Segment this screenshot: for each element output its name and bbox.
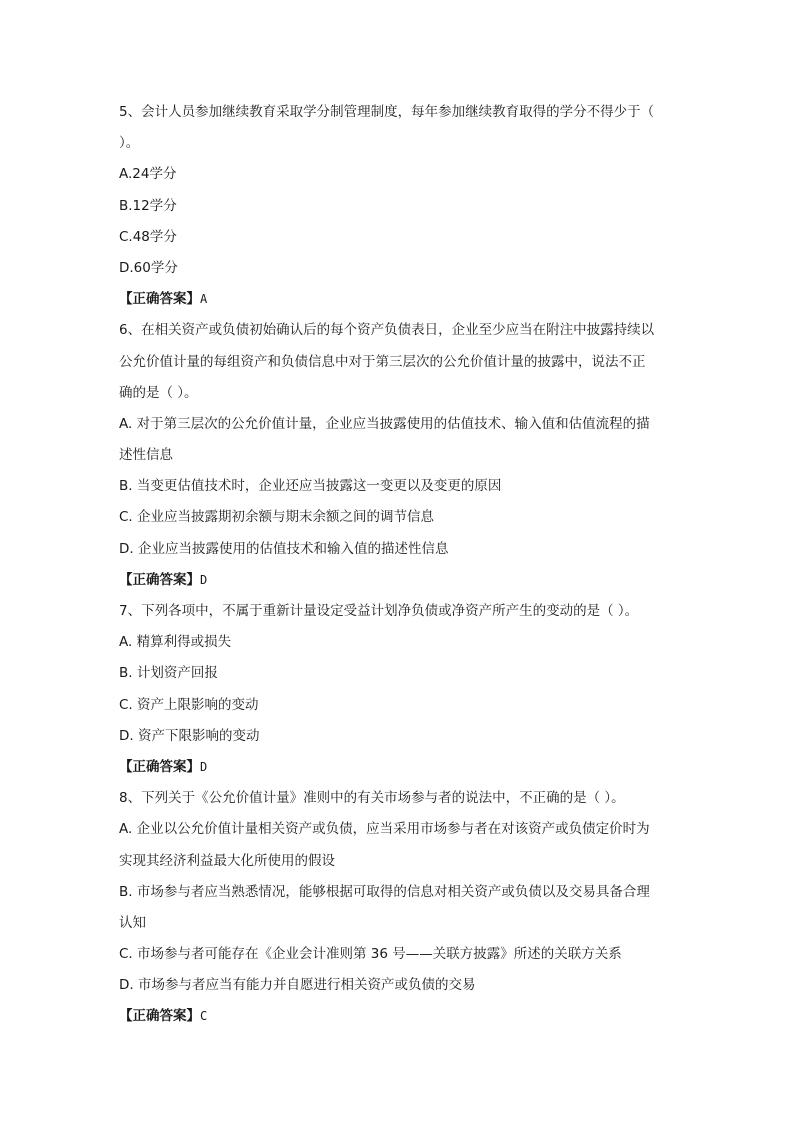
- answer-label: 【正确答案】: [119, 758, 200, 775]
- option-a: A. 对于第三层次的公允价值计量，企业应当披露使用的估值技术、输入值和估值流程的描: [119, 415, 650, 432]
- correct-answer: [119, 752, 679, 783]
- answer-value: C: [200, 1009, 208, 1024]
- option-b: B. 市场参与者应当熟悉情况，能够根据可取得的信息对相关资产或负债以及交易具备合理: [119, 883, 650, 900]
- option-b: B. 当变更估值技术时，企业还应当披露这一变更以及变更的原因: [119, 478, 502, 495]
- answer-label: 【正确答案】: [119, 291, 200, 308]
- option-d: D. 资产下限影响的变动: [119, 727, 260, 744]
- question-6: [119, 315, 679, 596]
- question-stem-line: ）。: [119, 135, 140, 152]
- correct-answer: [119, 1001, 679, 1032]
- question-stem-line: 8、下列关于《公允价值计量》准则中的有关市场参与者的说法中，不正确的是（ ）。: [119, 790, 625, 807]
- option-b-continued: 认知: [119, 914, 146, 931]
- option-b: B. 计划资产回报: [119, 665, 218, 682]
- question-stem-line: 确的是（ ）。: [119, 384, 198, 401]
- question-8: [119, 783, 679, 1033]
- question-stem-line: 公允价值计量的每组资产和负债信息中对于第三层次的公允价值计量的披露中，说法不正: [119, 353, 646, 370]
- option-a-continued: 述性信息: [119, 447, 173, 464]
- question-stem-line: 7、下列各项中，不属于重新计量设定受益计划净负债或净资产所产生的变动的是（ ）。: [119, 603, 639, 619]
- option-a-continued: 实现其经济利益最大化所使用的假设: [119, 852, 335, 869]
- option-d: D. 市场参与者应当有能力并自愿进行相关资产或负债的交易: [119, 977, 476, 994]
- answer-value: D: [200, 572, 208, 587]
- correct-answer: [119, 284, 679, 315]
- question-7: [119, 596, 679, 783]
- option-a: A. 企业以公允价值计量相关资产或负债，应当采用市场参与者在对该资产或负债定价时为: [119, 821, 650, 838]
- option-a: A.24学分: [119, 166, 177, 183]
- answer-label: 【正确答案】: [119, 571, 200, 588]
- question-stem-line: 5、会计人员参加继续教育采取学分制管理制度，每年参加继续教育取得的学分不得少于（: [119, 104, 655, 120]
- option-b: B.12学分: [119, 197, 177, 214]
- option-c: C. 市场参与者可能存在《企业会计准则第 36 号——关联方披露》所述的关联方关系: [119, 946, 622, 963]
- option-d: D.60学分: [119, 259, 178, 276]
- question-stem-line: 6、在相关资产或负债初始确认后的每个资产负债表日，企业至少应当在附注中披露持续以: [119, 322, 655, 339]
- answer-label: 【正确答案】: [119, 1008, 200, 1025]
- option-c: C. 资产上限影响的变动: [119, 696, 259, 713]
- answer-value: A: [200, 292, 208, 307]
- option-d: D. 企业应当披露使用的估值技术和输入值的描述性信息: [119, 540, 449, 557]
- answer-value: D: [200, 759, 208, 774]
- correct-answer: [119, 565, 679, 596]
- option-c: C. 企业应当披露期初余额与期末余额之间的调节信息: [119, 509, 435, 526]
- question-5: [119, 97, 679, 315]
- document-page: [119, 97, 679, 1033]
- option-c: C.48学分: [119, 228, 177, 245]
- option-a: A. 精算利得或损失: [119, 634, 232, 651]
